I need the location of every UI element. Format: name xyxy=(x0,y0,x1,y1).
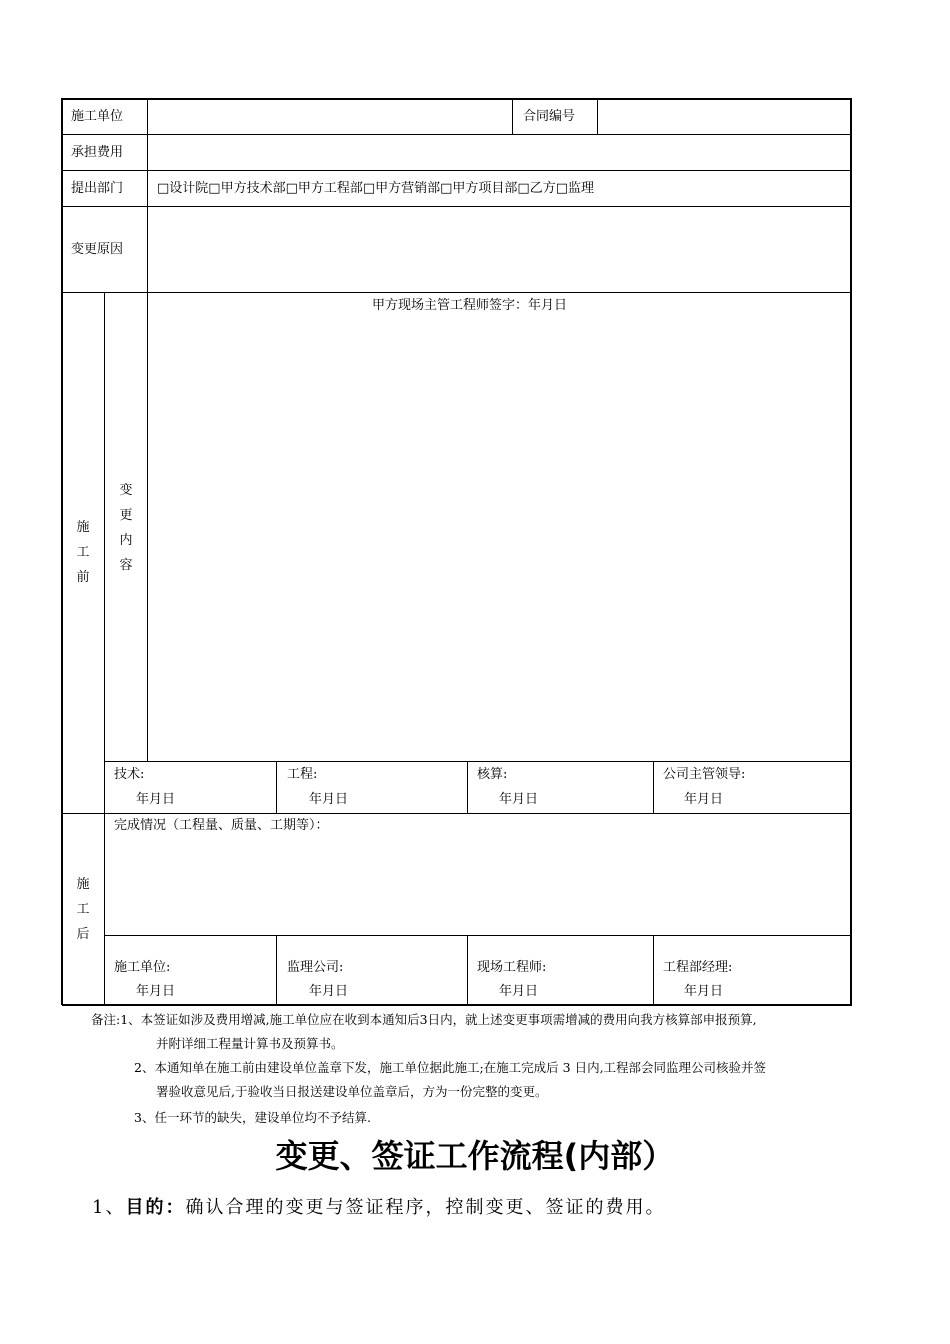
signer-tech-label: 技术: xyxy=(114,767,145,782)
signer-contractor-label: 施工单位: xyxy=(114,960,171,975)
note-2-continued: 署验收意见后,于验收当日报送建设单位盖章后，方为一份完整的变更。 xyxy=(156,1084,548,1099)
construction-unit-label: 施工单位 xyxy=(71,109,124,124)
table-border-right xyxy=(850,98,852,1005)
completion-status-field[interactable] xyxy=(107,838,849,933)
change-content-field[interactable] xyxy=(149,318,849,758)
signer-accounting-date: 年月日 xyxy=(499,792,539,807)
note-1-continued: 并附详细工程量计算书及预算书。 xyxy=(156,1036,344,1051)
signer-engineering-label: 工程: xyxy=(287,767,318,782)
purpose-label: 目的： xyxy=(125,1197,186,1218)
signer-site-engineer-label: 现场工程师: xyxy=(477,960,547,975)
signer-accounting-label: 核算: xyxy=(477,767,508,782)
purpose-text: 确认合理的变更与签证程序，控制变更、签证的费用。 xyxy=(185,1197,666,1218)
signer-leader-date: 年月日 xyxy=(684,792,724,807)
construction-unit-field[interactable] xyxy=(149,100,511,133)
signer-supervision-date: 年月日 xyxy=(309,984,349,999)
table-border-bottom xyxy=(62,1004,852,1006)
change-reason-label: 变更原因 xyxy=(71,242,124,257)
contract-no-label: 合同编号 xyxy=(523,109,576,124)
change-content-label: 变 更 内 容 xyxy=(119,483,133,573)
before-construction-label: 施 工 前 xyxy=(76,520,90,585)
page-heading: 变更、签证工作流程(内部） xyxy=(275,1137,675,1175)
engineer-signature-line: 甲方现场主管工程师签字：年月日 xyxy=(372,298,568,313)
cost-bearer-field[interactable] xyxy=(149,136,849,169)
note-2: 2、本通知单在施工前由建设单位盖章下发，施工单位据此施工;在施工完成后 3 日内,工程部会同监理公司核验并签 xyxy=(134,1060,767,1075)
signer-dept-manager-label: 工程部经理: xyxy=(663,960,733,975)
contract-no-field[interactable] xyxy=(599,100,849,133)
table-border-left xyxy=(61,98,63,1005)
cost-bearer-label: 承担费用 xyxy=(71,145,124,160)
signer-engineering-date: 年月日 xyxy=(309,792,349,807)
signer-contractor-date: 年月日 xyxy=(136,984,176,999)
signer-leader-label: 公司主管领导: xyxy=(663,767,746,782)
completion-status-label: 完成情况（工程量、质量、工期等）： xyxy=(114,818,329,833)
proposing-dept-options[interactable]: □设计院□甲方技术部□甲方工程部□甲方营销部□甲方项目部□乙方□监理 xyxy=(157,181,594,196)
signer-dept-manager-date: 年月日 xyxy=(684,984,724,999)
purpose-line xyxy=(92,1195,665,1221)
signer-tech-date: 年月日 xyxy=(136,792,176,807)
purpose-number: 1、 xyxy=(92,1197,126,1218)
note-1: 备注:1、本签证如涉及费用增减,施工单位应在收到本通知后3日内，就上述变更事项需增减的费用向我方核算部申报预算, xyxy=(91,1012,757,1027)
note-3: 3、任一环节的缺失，建设单位均不予结算. xyxy=(134,1110,371,1125)
signer-site-engineer-date: 年月日 xyxy=(499,984,539,999)
proposing-dept-label: 提出部门 xyxy=(71,181,124,196)
change-reason-field[interactable] xyxy=(149,208,849,291)
after-construction-label: 施 工 后 xyxy=(76,877,90,942)
signer-supervision-label: 监理公司: xyxy=(287,960,344,975)
